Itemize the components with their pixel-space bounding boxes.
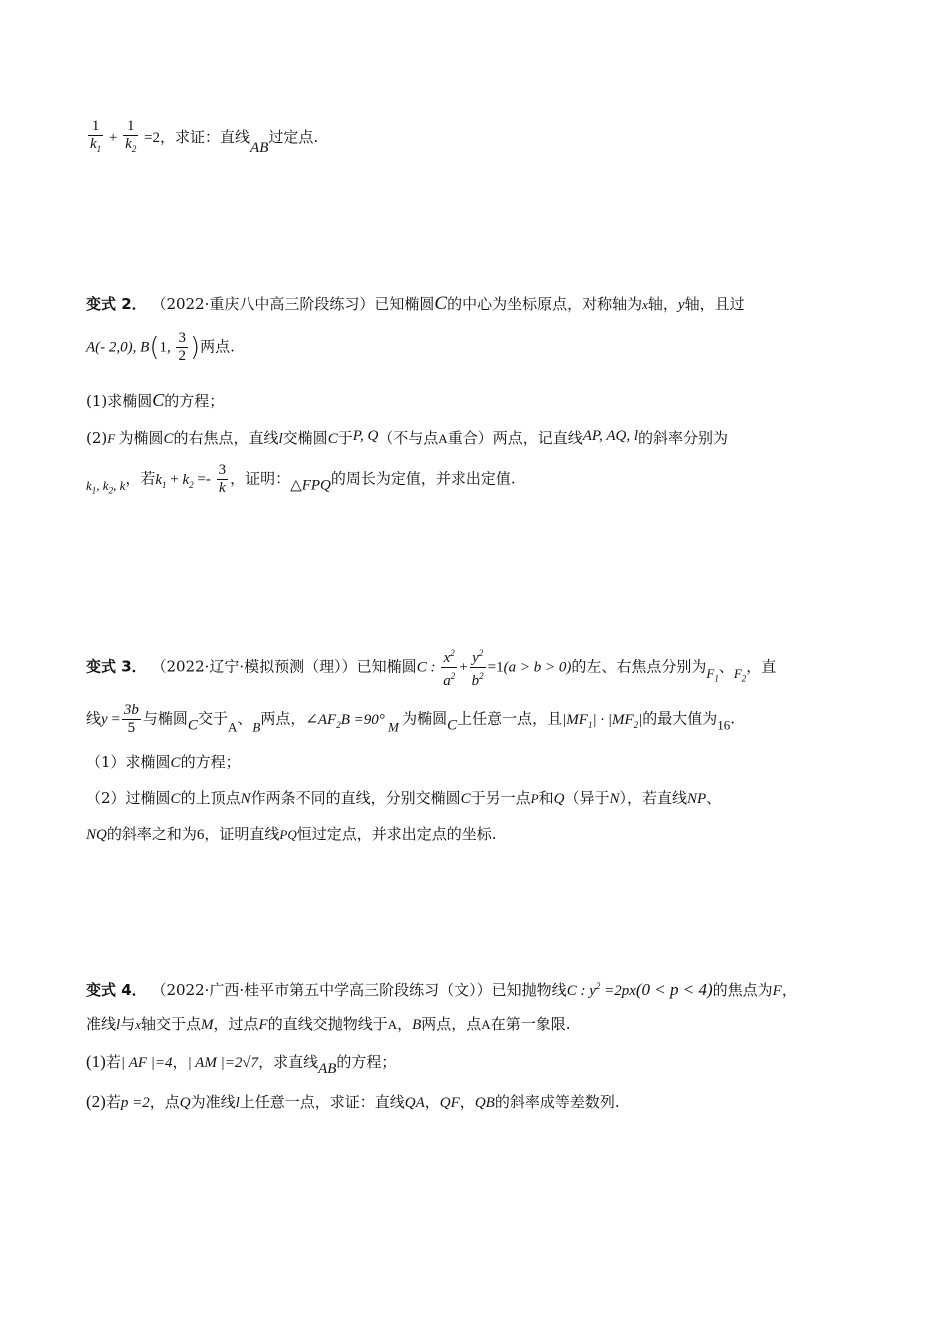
variant-2-q2-c: 的右焦点，直线 [173, 429, 279, 447]
variant-3-sep: 、 [718, 657, 734, 676]
variant-3-q2-i: ，证明直线 [204, 825, 280, 843]
math-x: x [642, 297, 648, 312]
fraction-1-over-k1: $\frac{1}{k_1}$ [90, 118, 102, 154]
variant-3-q2-e: 和 [538, 789, 554, 807]
variant-2-q2-num: (2) [86, 429, 108, 447]
variant-4-l2-a: 准线 [86, 1015, 117, 1033]
variant-4-q1: (1)若| AF |=4，| AM |=2√7，求直线AB的方程； [86, 1052, 397, 1077]
variant-4-l2-e: 的直线交抛物线于 [267, 1015, 388, 1033]
fraction-3b-over-5: $\frac{3b}{5}$ [123, 702, 139, 736]
variant-3-q2-c: 作两条不同的直线，分别交椭圆 [250, 789, 461, 807]
variant-3-sep-2: 、 [237, 709, 253, 728]
variant-3-q2-line-2: NQ的斜率之和为6，证明直线PQ恒过定点，并求出定点的坐标. [86, 825, 497, 843]
math-AB: AB [250, 140, 269, 156]
variant-3-l2-d: 两点， [260, 709, 306, 728]
variant-4-l2-b: 与 [120, 1015, 136, 1033]
variant-2-line-2: A(- 2,0), B(1, $\frac{3}{2}$ )两点. [86, 330, 235, 364]
conclusion-end: 过定点. [268, 128, 319, 146]
math-y: y [677, 297, 685, 313]
variant-3-source: （2022·辽宁·模拟预测（理）） [151, 657, 357, 676]
fraction-3-over-2: $\frac{3}{2}$ [178, 330, 186, 364]
variant-3-label: 变式 3． [86, 657, 147, 676]
variant-4-intro: 已知抛物线 [491, 981, 567, 999]
variant-4-intro2: 的焦点为 [712, 981, 773, 999]
variant-4-q2-a: 若 [105, 1093, 121, 1111]
variant-3-l2-b: 与椭圆 [142, 709, 188, 728]
variant-4-q1-a: 若 [105, 1053, 121, 1071]
variant-2-q2-b: 为椭圆 [118, 429, 164, 447]
variant-4-label: 变式 4． [86, 981, 147, 999]
variant-3-intro3: ，直 [746, 657, 777, 676]
variant-2-intro2: 的中心为坐标原点，对称轴为 [447, 295, 643, 313]
variant-2-line-1 [86, 292, 745, 317]
variant-3-q2-a: （2）过椭圆 [86, 789, 171, 807]
variant-3-q1-text: （1）求椭圆 [86, 753, 171, 771]
variant-3-l2-f: 上任意一点，且 [457, 709, 563, 728]
variant-4-q1-b: ， [172, 1053, 188, 1071]
variant-3-q2-b: 的上顶点 [180, 789, 241, 807]
variant-2-q1-text: (1)求椭圆 [86, 392, 153, 410]
fraction-y2-b2: $\frac{y^2}{b^2}$ [470, 645, 486, 690]
variant-3-l2-a: 线 [86, 709, 102, 728]
variant-4-line-1: 变式 4． （2022·广西·桂平市第五中学高三阶段练习（文））已知抛物线C : $y^2 =2px(0 < p < 4)$的焦点为F， [86, 980, 797, 999]
variant-3-q2-j: 恒过定点，并求出定点的坐标. [296, 825, 497, 843]
variant-4-q2: (2)若p =2，点Q为准线l上任意一点，求证：直线QA，QF，QB的斜率成等差数列. [86, 1092, 620, 1111]
variant-2-q2-g: 重合）两点，记直线 [447, 429, 583, 447]
variant-4-q2-e: 的斜率成等差数列. [494, 1093, 620, 1111]
variant-3-intro2: 的左、右焦点分别为 [571, 657, 707, 676]
variant-4-l2-f: 两点，点 [421, 1015, 482, 1033]
variant-3-intro: 已知椭圆 [356, 657, 417, 676]
variant-4-q2-b: ，点 [149, 1093, 180, 1111]
variant-2-q2-f: （不与点 [378, 429, 439, 447]
variant-4-l2-g: 在第一象限. [490, 1015, 571, 1033]
variant-3-q2-f: （异于 [564, 789, 610, 807]
variant-4-q1-d: 的方程； [336, 1053, 397, 1071]
fraction-1-over-k2: $\frac{1}{k_2}$ [125, 118, 137, 154]
variant-4-l2-c: 轴交于点 [140, 1015, 201, 1033]
variant-3-l2-g: 的最大值为 [642, 709, 718, 728]
variant-3-line-1: 变式 3． （2022·辽宁·模拟预测（理））已知椭圆C : $\frac{x^2}{a^2}$ + $\frac{y^2}{b^2}$ =1(a > b > 0)的左、右焦点分别为$F_1$、$F_2$，直 [86, 645, 776, 690]
variant-2-source: （2022·重庆八中高三阶段练习） [151, 295, 375, 313]
variant-2-q2-line-1: (2)F 为椭圆C的右焦点，直线l交椭圆C于P, Q（不与点A重合）两点，记直线AP, AQ, l的斜率分别为 [86, 428, 729, 447]
variant-3-line-2: 线y = $\frac{3b}{5}$ 与椭圆C交于A、B两点，$\angle AF_2B =90^\circ$ M 为椭圆C上任意一点，且$|MF_1| \cdot |MF_2|$的最大值为16. [86, 702, 736, 736]
variant-2-q2-j: ，证明： [230, 469, 291, 488]
variant-4-q2-d: 上任意一点，求证：直线 [239, 1093, 405, 1111]
variant-2-q2-d: 交椭圆 [282, 429, 328, 447]
prev-problem-tail: $\frac{1}{k_1}$ + $\frac{1}{k_2}$ =2，求证：直线AB过定点. [90, 118, 319, 156]
math-points-AB: A(- 2,0), B [86, 339, 150, 356]
variant-2-points-end: 两点. [200, 337, 235, 356]
variant-3-q1: （1）求椭圆C的方程； [86, 753, 241, 771]
math-C: C [434, 293, 448, 314]
variant-3-q2-g: ），若直线 [619, 789, 687, 807]
variant-3-q2-h: 的斜率之和为 [106, 825, 197, 843]
variant-4-l2-d: ，过点 [213, 1015, 259, 1033]
variant-2-q1: (1)求椭圆C的方程； [86, 390, 225, 410]
variant-4-line-2: 准线l与x轴交于点M，过点F的直线交抛物线于A，B两点，点A在第一象限. [86, 1015, 571, 1033]
variant-3-l2-c: 交于 [197, 709, 228, 728]
variant-2-label: 变式 2． [86, 295, 147, 313]
conclusion-text: ，求证：直线 [160, 128, 251, 146]
variant-2-intro4: 轴，且过 [684, 295, 745, 313]
variant-2-q2-h: 的斜率分别为 [638, 429, 729, 447]
variant-3-q2-d: 于另一点 [470, 789, 531, 807]
variant-3-l2-e: 为椭圆 [402, 709, 448, 728]
variant-4-q2-c: 为准线 [190, 1093, 236, 1111]
variant-3-q1-end: 的方程； [180, 753, 241, 771]
variant-4-q1-c: ，求直线 [258, 1053, 319, 1071]
fraction-3-over-k: $\frac{3}{k}$ [218, 462, 227, 496]
variant-2-q2-k: 的周长为定值，并求出定值. [330, 469, 516, 488]
variant-3-q2-line-1: （2）过椭圆C的上顶点N作两条不同的直线，分别交椭圆C于另一点P和Q（异于N），若直线NP、 [86, 789, 722, 807]
variant-2-intro3: 轴， [647, 295, 678, 313]
fraction-x2-a2: $\frac{x^2}{a^2}$ [441, 645, 457, 690]
variant-4-source: （2022·广西·桂平市第五中学高三阶段练习（文）） [151, 981, 492, 999]
variant-2-q2-line-2: $k_1$, $k_2$, k，若$k_1 + k_2$ =- $\frac{3}{k}$ ，证明：△FPQ的周长为定值，并求出定值. [86, 462, 516, 496]
variant-2-q1-end: 的方程； [164, 392, 225, 410]
variant-2-q2-e: 于 [337, 429, 353, 447]
variant-2-intro: 已知椭圆 [374, 295, 435, 313]
variant-2-q2-i: ，若 [125, 469, 156, 488]
